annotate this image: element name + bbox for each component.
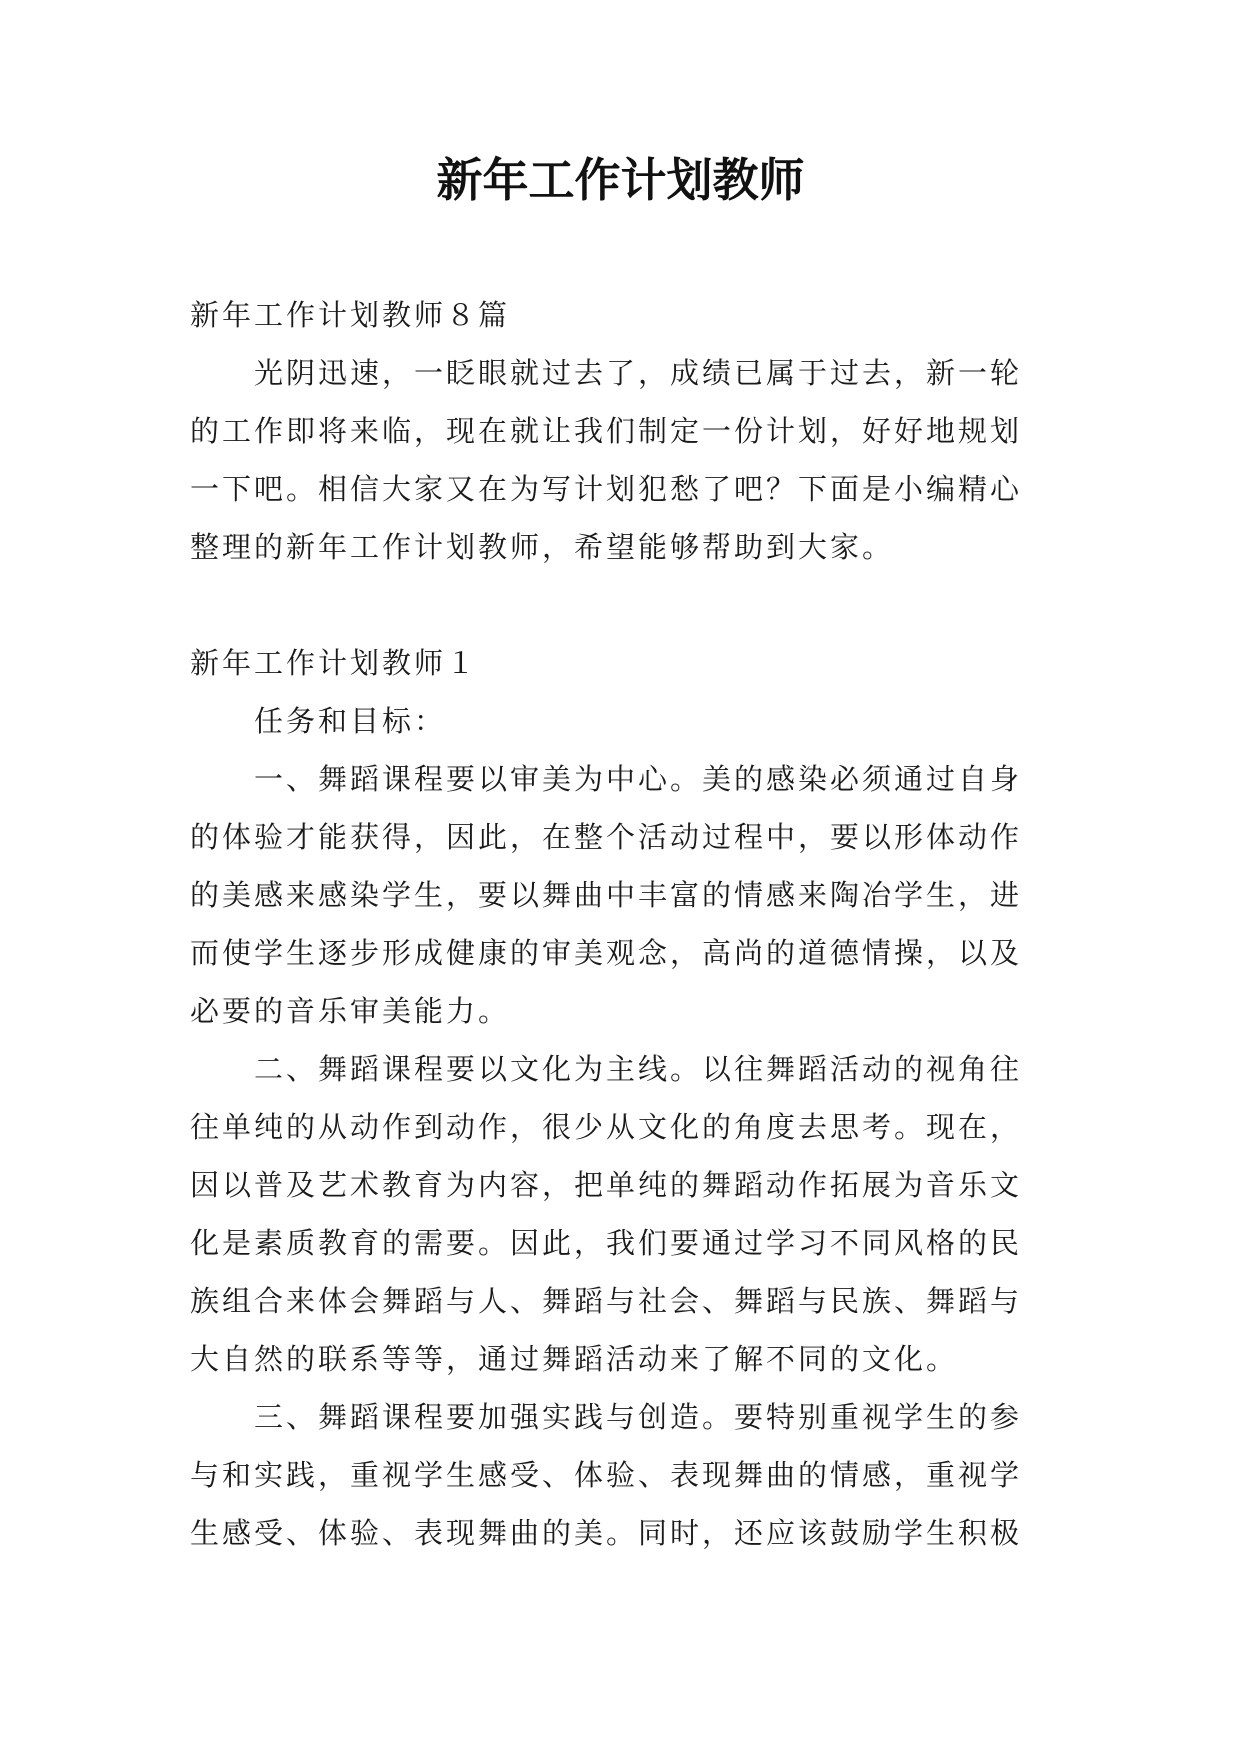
section-heading: 新年工作计划教师１	[190, 646, 479, 680]
paragraph-point-3: 三、舞蹈课程要加强实践与创造。要特别重视学生的参与和实践，重视学生感受、体验、表现舞曲的情感，重视学生感受、体验、表现舞曲的美。同时，还应该鼓励学生积极	[190, 1400, 1023, 1550]
intro-paragraph: 光阴迅速，一眨眼就过去了，成绩已属于过去，新一轮的工作即将来临，现在就让我们制定一份计划，好好地规划一下吧。相信大家又在为写计划犯愁了吧？下面是小编精心整理的新年工作计划教师，希望能够帮助到大家。	[190, 356, 1023, 564]
paragraph-point-1: 一、舞蹈课程要以审美为中心。美的感染必须通过自身的体验才能获得，因此，在整个活动过程中，要以形体动作的美感来感染学生，要以舞曲中丰富的情感来陶冶学生，进而使学生逐步形成健康的审美观念，高尚的道德情操，以及必要的音乐审美能力。	[190, 762, 1023, 1028]
document-title: 新年工作计划教师	[436, 153, 805, 207]
document-subtitle: 新年工作计划教师８篇	[190, 298, 511, 332]
document-body	[190, 286, 1050, 1562]
task-heading: 任务和目标：	[254, 704, 447, 738]
paragraph-point-2: 二、舞蹈课程要以文化为主线。以往舞蹈活动的视角往往单纯的从动作到动作，很少从文化的角度去思考。现在，因以普及艺术教育为内容，把单纯的舞蹈动作拓展为音乐文化是素质教育的需要。因此，我们要通过学习不同风格的民族组合来体会舞蹈与人、舞蹈与社会、舞蹈与民族、舞蹈与大自然的联系等等，通过舞蹈活动来了解不同的文化。	[190, 1052, 1023, 1376]
